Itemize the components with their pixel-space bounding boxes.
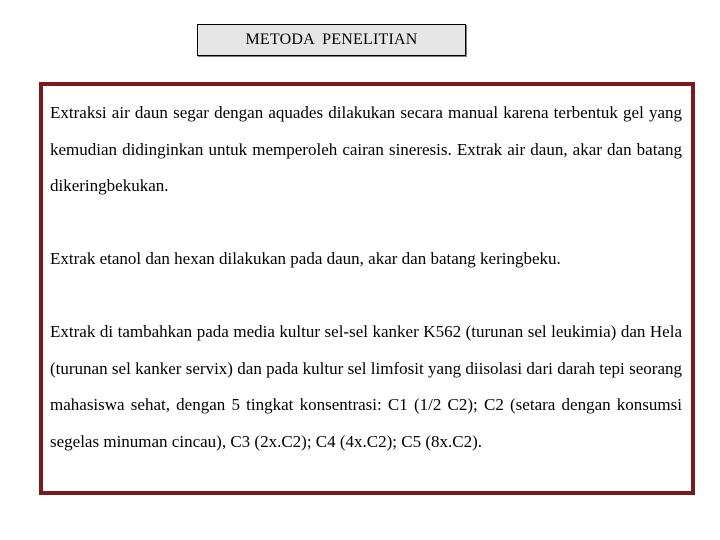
paragraph-spacer xyxy=(50,205,682,242)
paragraph-extraction: Extraksi air daun segar dengan aquades dilakukan secara manual karena terbentuk gel yang kemudian didinginkan untuk memperoleh cairan sineresis. Extrak air daun, akar dan batang dikeringbekukan. xyxy=(50,103,682,195)
paragraph-cell-culture: Extrak di tambahkan pada media kultur sel-sel kanker K562 (turunan sel leukimia) dan Hela (turunan sel kanker servix) dan pada kultur sel limfosit yang diisolasi dari darah tepi seorang mahasiswa sehat, dengan 5 tingkat konsentrasi: C1 (1/2 C2); C2 (setara dengan konsumsi segelas minuman cincau), C3 (2x.C2); C4 (4x.C2); C5 (8x.C2). xyxy=(50,322,682,451)
content-body xyxy=(50,95,682,460)
paragraph-spacer xyxy=(50,278,682,315)
title-text: METODA PENELITIAN xyxy=(245,31,418,48)
paragraph-solvent-extraction: Extrak etanol dan hexan dilakukan pada daun, akar dan batang keringbeku. xyxy=(50,249,561,268)
page-title xyxy=(197,24,466,56)
content-frame xyxy=(39,82,695,495)
